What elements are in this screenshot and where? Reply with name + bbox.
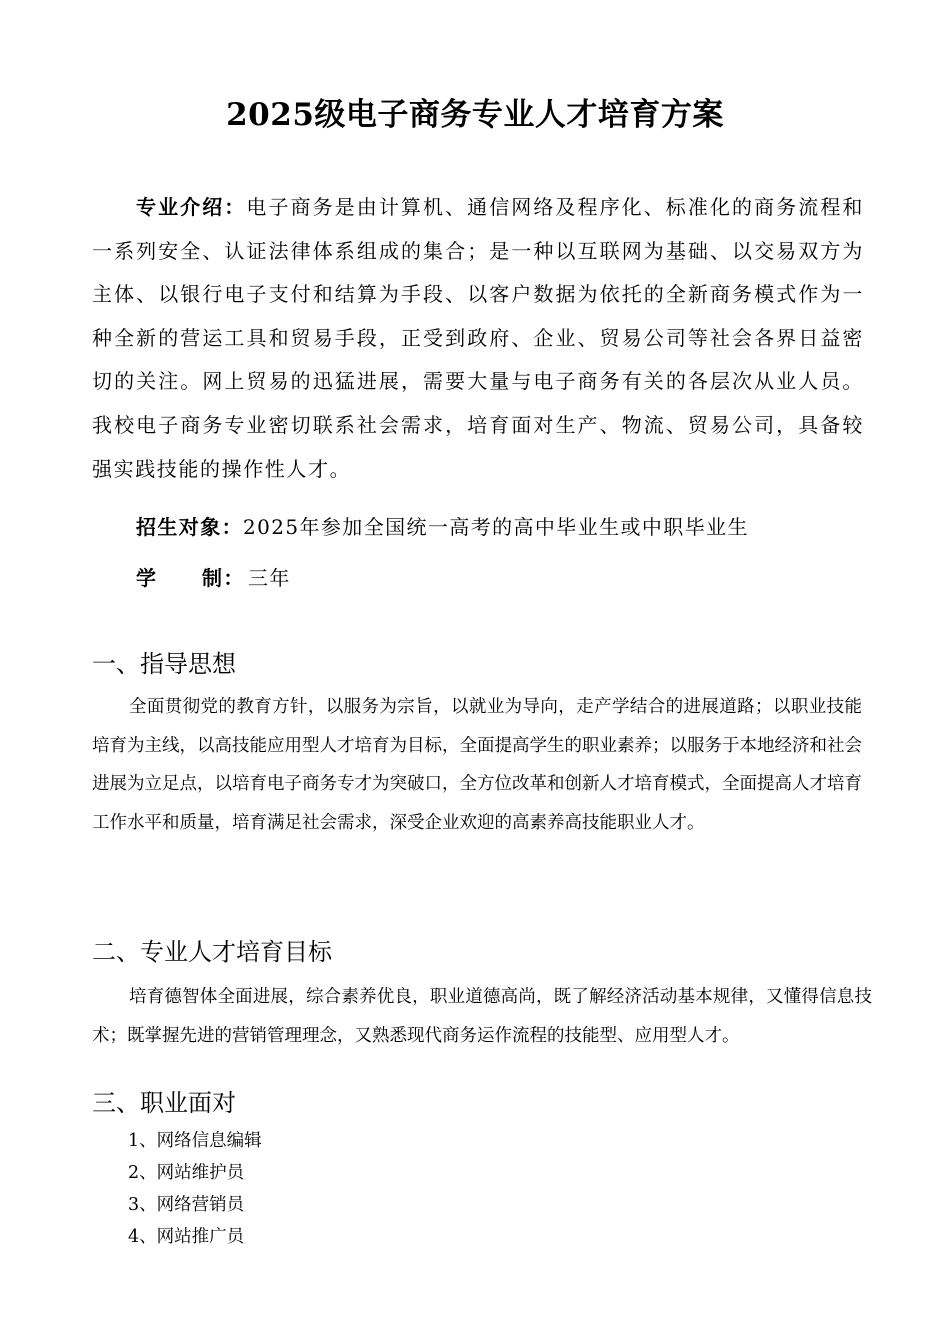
section-heading-guiding: 一、指导思想	[92, 650, 236, 678]
intro-label: 专业介绍：	[136, 195, 247, 219]
duration-line	[136, 564, 291, 592]
enrollment-value: 2025年参加全国统一高考的高中毕业生或中职毕业生	[243, 515, 749, 539]
enrollment-line	[136, 513, 749, 541]
duration-label-left: 学	[136, 566, 158, 590]
intro-text: 电子商务是由计算机、通信网络及程序化、标准化的商务流程和一系列安全、认证法律体系组成的集合；是一种以互联网为基础、以交易双方为主体、以银行电子支付和结算为手段、以客户数据为依托的全新商务模式作为一种全新的营运工具和贸易手段，正受到政府、企业、贸易公司等社会各界日益密切的关注。网上贸易的迅猛进展，需要大量与电子商务有关的各层次从业人员。我校电子商务专业密切联系社会需求，培育面对生产、物流、贸易公司，具备较强实践技能的操作性人才。	[92, 195, 864, 481]
duration-label-right: 制：	[202, 566, 245, 590]
list-item: 4、网站推广员	[128, 1227, 245, 1247]
enrollment-label: 招生对象：	[136, 515, 243, 539]
list-item: 1、网络信息编辑	[128, 1131, 262, 1151]
duration-value: 三年	[248, 566, 291, 590]
section-heading-careers: 三、职业面对	[92, 1089, 236, 1117]
document-title: 2025级电子商务专业人才培育方案	[226, 97, 724, 133]
career-list	[128, 1125, 262, 1253]
section-heading-goals: 二、专业人才培育目标	[92, 938, 332, 966]
intro-paragraph	[92, 186, 864, 491]
goals-paragraph: 培育德智体全面进展，综合素养优良，职业道德高尚，既了解经济活动基本规律，又懂得信息技术；既掌握先进的营销管理理念，又熟悉现代商务运作流程的技能型、应用型人才。	[92, 987, 872, 1046]
guiding-paragraph: 全面贯彻党的教育方针，以服务为宗旨，以就业为导向，走产学结合的进展道路；以职业技能培育为主线，以高技能应用型人才培育为目标，全面提高学生的职业素养；以服务于本地经济和社会进展为立足点，以培育电子商务专才为突破口，全方位改革和创新人才培育模式，全面提高人才培育工作水平和质量，培育满足社会需求，深受企业欢迎的高素养高技能职业人才。	[92, 697, 862, 833]
list-item: 3、网络营销员	[128, 1195, 245, 1215]
list-item: 2、网站维护员	[128, 1163, 245, 1183]
duration-label	[136, 564, 248, 592]
